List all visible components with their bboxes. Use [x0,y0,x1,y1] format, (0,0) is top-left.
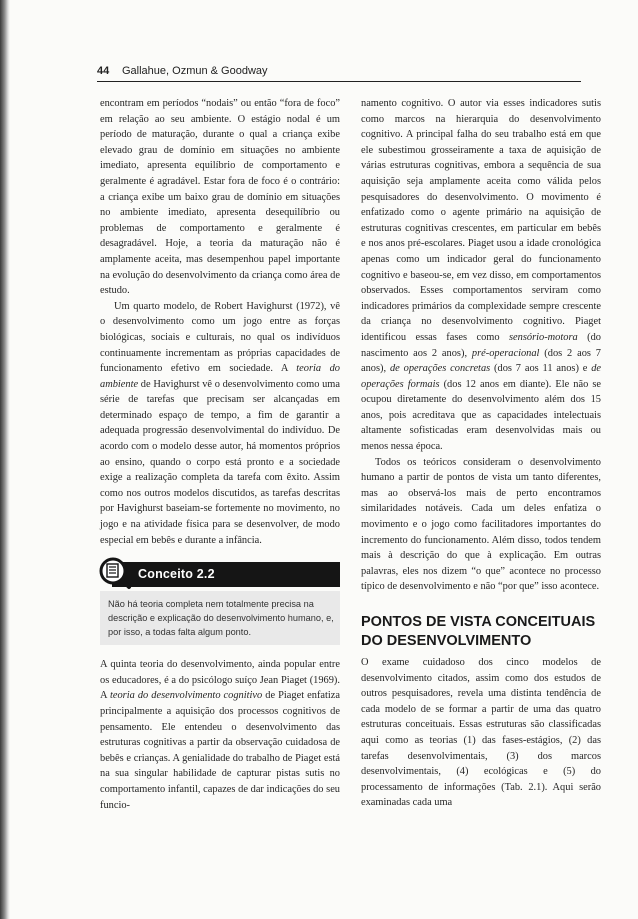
concept-box [100,562,340,645]
text-run: (do nascimento aos 2 anos), [361,331,601,359]
running-header-authors: Gallahue, Ozmun & Goodway [122,65,268,77]
paragraph: O exame cuidadoso dos cinco modelos de desenvolvimento citados, assim como dos estudos de outros pesquisadores, revela uma distinta tendência de cada modelo de se formar a partir de uma das quatro estruturas conceituais. Essas estruturas são classificadas aqui como as teorias (1) das fases-estágios, (2) das tarefas desenvolvimentais, (3) dos marcos desenvolvimentais, (4) ecológicas e (5) do processamento de informações (Tab. 2.1). Aqui serão examinadas cada uma [361,657,601,809]
text-run: (dos 2 aos 7 anos), [361,347,601,375]
italic-term: teoria do desenvolvimento cognitivo [109,690,263,702]
section-heading: PONTOS DE VISTA CONCEITUAIS DO DESENVOLVIMENTO [361,614,596,649]
header-rule [97,81,581,82]
paragraph [361,96,601,455]
text-run: namento cognitivo. O autor via esses indicadores sutis como marcos na hierarquia do desenvolvimento cognitivo. A principal falha do seu trabalho está em que ele subestimou grosseiramente a taxa de aquisição de várias estruturas cognitivas, embora a sequência de sua aquisição seja amplamente aceita como válida pelos pesquisadores do desenvolvimento. O movimento é enfatizado como o agente primário na aquisição de estruturas cognitivas crescentes, em particular em bebês e nos anos pré-escolares. Piaget usou a idade cronológica apenas como um indicador geral do funcionamento cognitivo e baseou-se, em vez disso, em comportamentos observados. Esses comportamentos serviram como indicadores primários da complexidade sempre crescente da criança no desenvolvimento cognitivo. Piaget identificou essas fases como [361,98,601,343]
right-column [361,96,601,811]
paragraph: Todos os teóricos consideram o desenvolvimento humano a partir de pontos de vista um tanto diferentes, mas ao observá-los mais de perto encontramos similaridades notáveis. Cada um deles enfatiza o movimento e o jogo como facilitadores importantes do incremento do funcionamento. Além disso, todos tendem mais à descrição do que à explicação. Em outras palavras, eles nos dizem “o que” acontece no processo típico de desenvolvimento e não “por que” isso acontece. [361,456,601,593]
paragraph: encontram em períodos “nodais” ou então “fora de foco” em relação ao seu ambiente. O estágio nodal é um período de maturação, durante o qual a criança exibe elevado grau de domínio em situações no ambiente imediato, apresenta equilíbrio de comportamento e geralmente é agradável. Estar fora de foco é o contrário: a criança exibe um baixo grau de domínio em situações no ambiente imediato, apresenta desequilíbrio ou problemas de comportamento e geralmente é desagradável. Hoje, a teoria da maturação não é amplamente aceita, mas desempenhou papel importante na evolução do desenvolvimento da criança como área de estudo. [100,98,340,297]
page-number: 44 [97,65,110,77]
text-run: A quinta teoria do desenvolvimento, ainda popular entre os educadores, é a do psicólogo suíço Jean Piaget (1969). A [100,659,340,702]
text-run: de Piaget enfatiza principalmente a aquisição dos processos cognitivos de pensamento. Ele entendeu o desenvolvimento das estruturas cognitivas a partir da observação cuidadosa de bebês e crianças. A genialidade do trabalho de Piaget está na sua singular habilidade de capturar pistas sutis no comportamento infantil, capazes de dar indicações do seu funcio- [100,690,341,811]
concept-label: Conceito 2.2 [138,567,215,582]
italic-term: sensório-motora [509,331,578,343]
italic-term: pré-operacional [471,347,540,359]
page-binding-shadow [0,0,10,919]
paragraph [100,657,340,813]
italic-term: teoria do ambiente [100,363,340,390]
text-run: (dos 7 aos 11 anos) e [490,363,592,375]
italic-term: de operações formais [361,363,602,390]
paragraph [100,299,340,549]
magnifier-document-icon [98,556,132,590]
concept-text: Não há teoria completa nem totalmente precisa na descrição e explicação do desenvolvimento humano, e, por isso, a todas falta algum ponto. [100,591,340,645]
italic-term: de operações concretas [389,363,491,375]
left-column [100,96,340,813]
running-header [97,63,581,85]
text-run: (dos 12 anos em diante). Ele não se ocupou diretamente do desenvolvimento além dos 15 anos, pois acreditava que as capacidades intelectuais altamente sofisticadas eram desenvolvidas mais ou menos nessa época. [361,378,601,453]
text-run: Um quarto modelo, de Robert Havighurst (1972), vê o desenvolvimento como um jogo entre as forças biológicas, sociais e culturais, no qual os indivíduos continuamente incrementam as próprias capacidades de funcionamento efetivo em sociedade. A [100,300,340,375]
text-run: de Havighurst vê o desenvolvimento como uma série de tarefas que precisam ser alcançadas em determinado espaço de tempo, a fim de garantir a adequada progressão desenvolvimental do indivíduo. De acordo com o modelo desse autor, há momentos próprios ao ensino, quando o corpo está pronto e a sociedade exige a realização completa da tarefa com êxito. Assim como nos outros modelos discutidos, as tarefas descritas por Havighurst baseiam-se fortemente no movimento, no jogo e na atividade física para se desenvolver, de modo especial em bebês e durante a infância. [100,378,340,546]
concept-header-bar [112,562,340,587]
